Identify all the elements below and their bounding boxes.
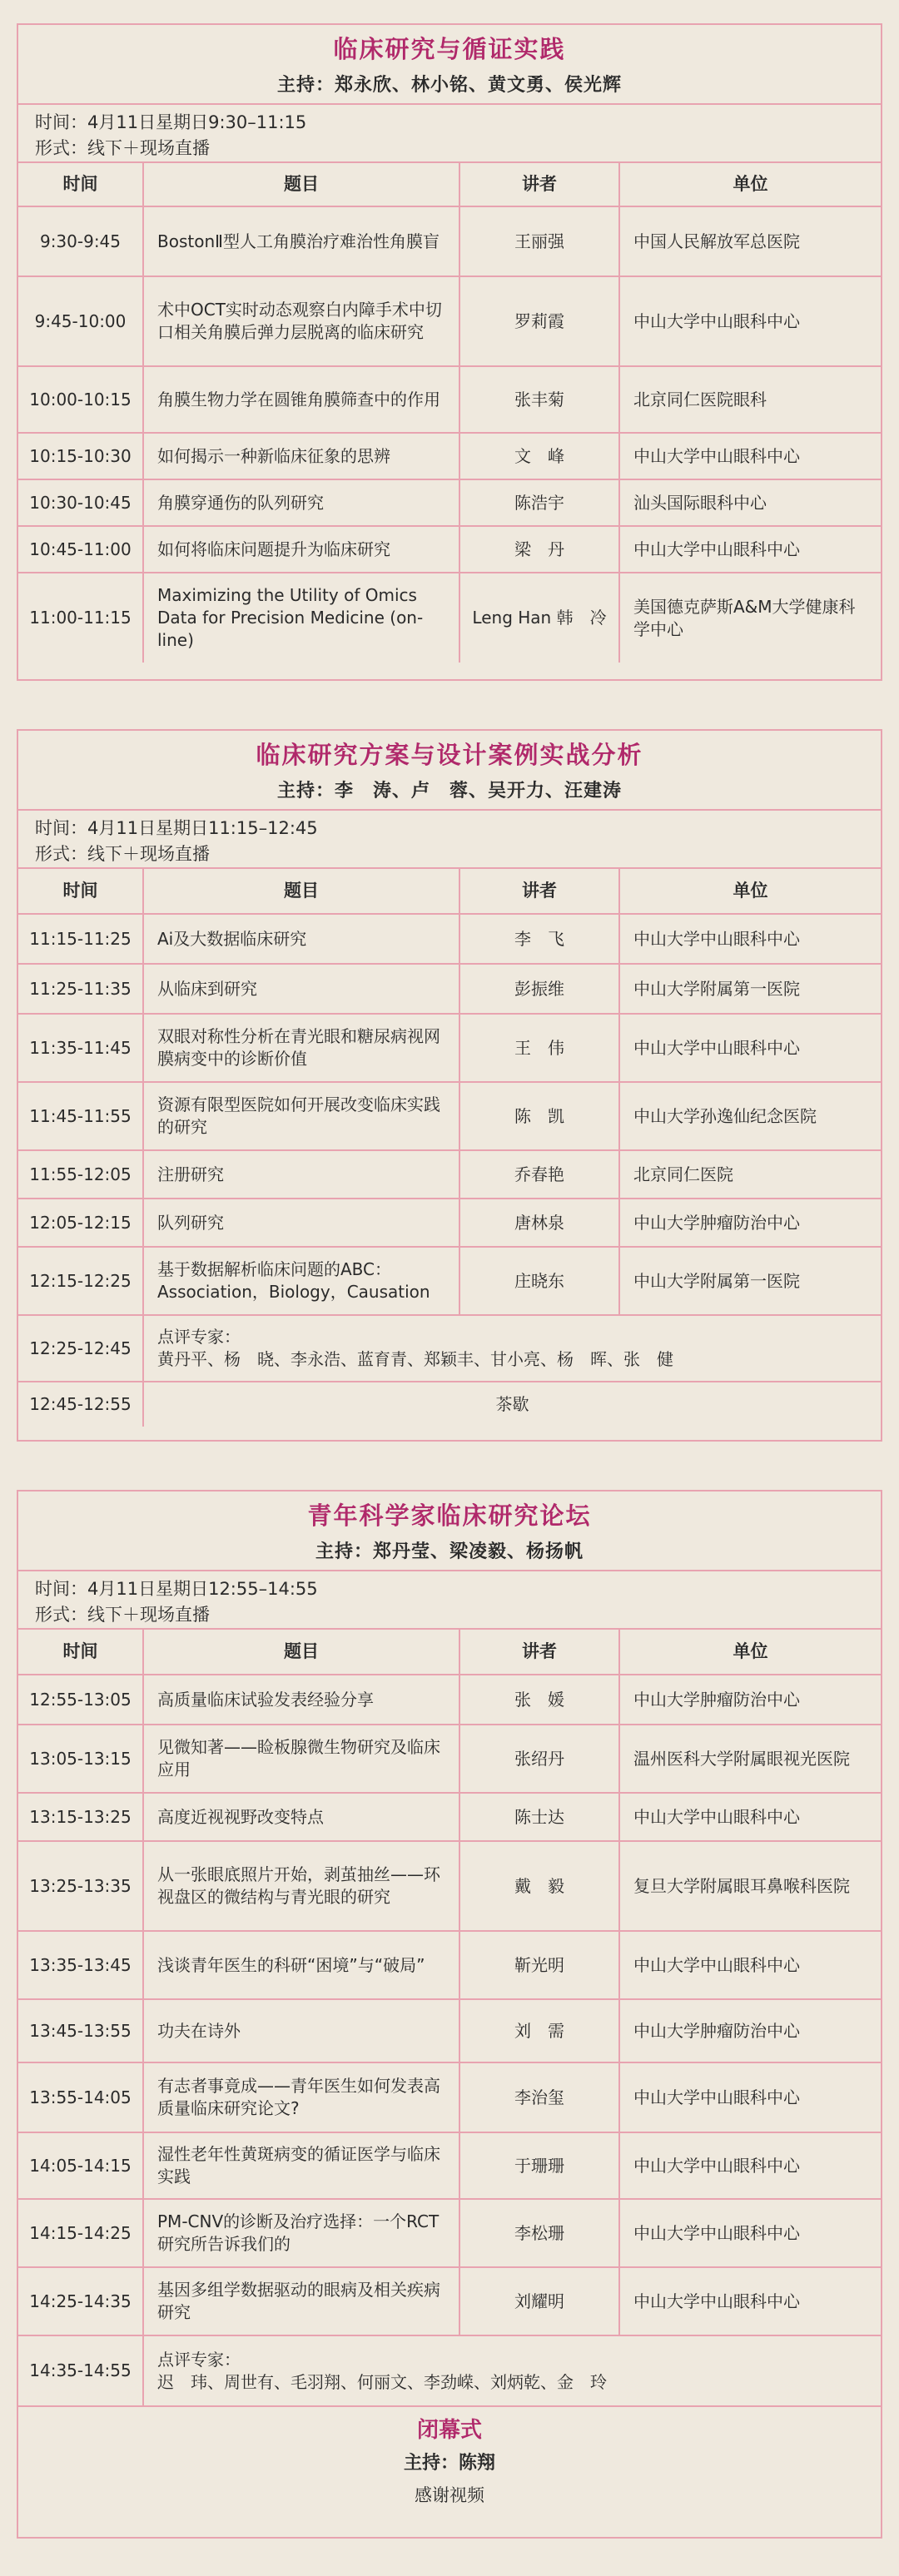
table-row: [18, 1793, 881, 1841]
row-time: 11:45-11:55: [18, 1082, 143, 1150]
row-time: 14:15-14:25: [18, 2199, 143, 2267]
table-row: [18, 573, 881, 663]
header-topic: 题目: [143, 869, 459, 914]
row-org: 中山大学中山眼科中心: [619, 1793, 881, 1841]
row-speaker: 庄晓东: [459, 1247, 619, 1315]
row-topic: 术中OCT实时动态观察白内障手术中切口相关角膜后弹力层脱离的临床研究: [143, 276, 459, 366]
closing-title: 闭幕式: [416, 2418, 482, 2443]
session-host: 主持：李 涛、卢 蓉、吴开力、汪建涛: [18, 776, 881, 811]
row-org: 中山大学中山眼科中心: [619, 1014, 881, 1082]
row-time: 12:45-12:55: [18, 1382, 143, 1427]
session-young-scientists: [17, 1490, 882, 2539]
row-time: 14:35-14:55: [18, 2335, 143, 2405]
row-time: 13:35-13:45: [18, 1931, 143, 1999]
session-info: [18, 105, 881, 163]
session-host: 主持：郑丹莹、梁凌毅、杨扬帆: [18, 1536, 881, 1571]
table-row: [18, 206, 881, 276]
table-row: [18, 2062, 881, 2132]
row-org: 中山大学中山眼科中心: [619, 433, 881, 479]
session-time: 时间：4月11日星期日11:15–12:45: [35, 818, 318, 838]
review-label: 点评专家：: [157, 1327, 241, 1347]
review-row: [18, 1315, 881, 1382]
row-org: 复旦大学附属眼耳鼻喉科医院: [619, 1841, 881, 1931]
row-time: 12:25-12:45: [18, 1315, 143, 1382]
row-time: 10:15-10:30: [18, 433, 143, 479]
row-time: 9:45-10:00: [18, 276, 143, 366]
session-time: 时间：4月11日星期日9:30–11:15: [35, 112, 307, 132]
row-speaker: 彭振维: [459, 964, 619, 1014]
review-experts: [143, 1315, 881, 1382]
row-speaker: 李 飞: [459, 914, 619, 964]
row-speaker: 张绍丹: [459, 1725, 619, 1793]
table-row: [18, 276, 881, 366]
table-row: [18, 1675, 881, 1725]
row-time: 11:00-11:15: [18, 573, 143, 663]
row-org: 中山大学中山眼科中心: [619, 914, 881, 964]
row-topic: 从临床到研究: [143, 964, 459, 1014]
row-time: 14:25-14:35: [18, 2267, 143, 2335]
row-topic: 高度近视视野改变特点: [143, 1793, 459, 1841]
row-org: 中山大学肿瘤防治中心: [619, 1675, 881, 1725]
table-row: [18, 2199, 881, 2267]
row-topic: 功夫在诗外: [143, 1999, 459, 2062]
row-org: 中山大学中山眼科中心: [619, 2062, 881, 2132]
row-speaker: 张 媛: [459, 1675, 619, 1725]
row-org: 中山大学中山眼科中心: [619, 276, 881, 366]
row-time: 12:05-12:15: [18, 1199, 143, 1247]
row-speaker: 靳光明: [459, 1931, 619, 1999]
session-research-design: [17, 729, 882, 1442]
header-time: 时间: [18, 163, 143, 206]
row-topic: 有志者事竟成——青年医生如何发表高质量临床研究论文?: [143, 2062, 459, 2132]
header-time: 时间: [18, 869, 143, 914]
row-org: 北京同仁医院: [619, 1150, 881, 1199]
row-time: 9:30-9:45: [18, 206, 143, 276]
row-time: 12:55-13:05: [18, 1675, 143, 1725]
row-org: 中山大学中山眼科中心: [619, 2199, 881, 2267]
header-topic: 题目: [143, 163, 459, 206]
session-time: 时间：4月11日星期日12:55–14:55: [35, 1579, 318, 1599]
table-row: [18, 2267, 881, 2335]
session-title: 临床研究方案与设计案例实战分析: [256, 741, 643, 769]
row-speaker: 罗莉霞: [459, 276, 619, 366]
review-row: [18, 2335, 881, 2405]
table-row: [18, 433, 881, 479]
row-time: 10:30-10:45: [18, 479, 143, 526]
row-speaker: 梁 丹: [459, 526, 619, 573]
row-org: 中山大学附属第一医院: [619, 1247, 881, 1315]
row-topic: Ai及大数据临床研究: [143, 914, 459, 964]
row-speaker: 唐林泉: [459, 1199, 619, 1247]
row-time: 10:00-10:15: [18, 366, 143, 433]
schedule-table: [18, 869, 881, 1427]
row-org: 中山大学中山眼科中心: [619, 2132, 881, 2199]
table-header-row: [18, 1630, 881, 1675]
row-topic: 如何揭示一种新临床征象的思辨: [143, 433, 459, 479]
header-speaker: 讲者: [459, 1630, 619, 1675]
header-org: 单位: [619, 1630, 881, 1675]
session-title: 临床研究与循证实践: [333, 35, 566, 63]
row-time: 11:35-11:45: [18, 1014, 143, 1082]
schedule-table: [18, 163, 881, 663]
row-time: 12:15-12:25: [18, 1247, 143, 1315]
row-topic: 双眼对称性分析在青光眼和糖尿病视网膜病变中的诊断价值: [143, 1014, 459, 1082]
row-org: 中山大学孙逸仙纪念医院: [619, 1082, 881, 1150]
table-header-row: [18, 163, 881, 206]
row-topic: 湿性老年性黄斑病变的循证医学与临床实践: [143, 2132, 459, 2199]
table-row: [18, 964, 881, 1014]
row-time: 14:05-14:15: [18, 2132, 143, 2199]
review-names: 迟 玮、周世有、毛羽翔、何丽文、李劲嵘、刘炳乾、金 玲: [157, 2371, 607, 2392]
table-row: [18, 1150, 881, 1199]
row-topic: 见微知著——睑板腺微生物研究及临床应用: [143, 1725, 459, 1793]
row-time: 13:45-13:55: [18, 1999, 143, 2062]
row-speaker: 于珊珊: [459, 2132, 619, 2199]
closing-host: 主持：陈翔: [403, 2453, 495, 2474]
tea-break: 茶歇: [143, 1382, 881, 1427]
row-time: 10:45-11:00: [18, 526, 143, 573]
table-row: [18, 1247, 881, 1315]
table-row: [18, 1199, 881, 1247]
row-speaker: 王丽强: [459, 206, 619, 276]
closing-video: 感谢视频: [415, 2485, 484, 2505]
header-org: 单位: [619, 163, 881, 206]
row-speaker: 乔春艳: [459, 1150, 619, 1199]
table-row: [18, 1082, 881, 1150]
review-names: 黄丹平、杨 晓、李永浩、蓝育青、郑颖丰、甘小亮、杨 晖、张 健: [157, 1349, 673, 1369]
session-info: [18, 811, 881, 869]
row-time: 13:55-14:05: [18, 2062, 143, 2132]
session-clinical-research: [17, 23, 882, 681]
session-title: 青年科学家临床研究论坛: [307, 1501, 592, 1530]
row-speaker: 李治玺: [459, 2062, 619, 2132]
session-format: 形式：线下＋现场直播: [35, 138, 210, 158]
row-org: 美国德克萨斯A&M大学健康科学中心: [619, 573, 881, 663]
table-row: [18, 479, 881, 526]
row-speaker: 刘耀明: [459, 2267, 619, 2335]
row-topic: 浅谈青年医生的科研“困境”与“破局”: [143, 1931, 459, 1999]
header-time: 时间: [18, 1630, 143, 1675]
header-speaker: 讲者: [459, 163, 619, 206]
table-row: [18, 1014, 881, 1082]
row-topic: 基于数据解析临床问题的ABC：Association，Biology，Causation: [143, 1247, 459, 1315]
row-time: 13:15-13:25: [18, 1793, 143, 1841]
closing-ceremony: [18, 2405, 881, 2512]
table-row: [18, 1999, 881, 2062]
row-topic: 高质量临床试验发表经验分享: [143, 1675, 459, 1725]
session-host: 主持：郑永欣、林小铭、黄文勇、侯光辉: [18, 70, 881, 105]
row-org: 中山大学中山眼科中心: [619, 1931, 881, 1999]
row-topic: PM-CNV的诊断及治疗选择：一个RCT研究所告诉我们的: [143, 2199, 459, 2267]
table-row: [18, 914, 881, 964]
row-speaker: 陈 凯: [459, 1082, 619, 1150]
table-row: [18, 1931, 881, 1999]
row-topic: BostonⅡ型人工角膜治疗难治性角膜盲: [143, 206, 459, 276]
row-topic: 角膜生物力学在圆锥角膜筛查中的作用: [143, 366, 459, 433]
row-org: 中山大学中山眼科中心: [619, 2267, 881, 2335]
row-topic: 基因多组学数据驱动的眼病及相关疾病研究: [143, 2267, 459, 2335]
row-topic: 注册研究: [143, 1150, 459, 1199]
row-topic: 从一张眼底照片开始，剥茧抽丝——环视盘区的微结构与青光眼的研究: [143, 1841, 459, 1931]
row-org: 中国人民解放军总医院: [619, 206, 881, 276]
row-speaker: 戴 毅: [459, 1841, 619, 1931]
header-org: 单位: [619, 869, 881, 914]
table-row: [18, 526, 881, 573]
review-experts: [143, 2335, 881, 2405]
table-row: [18, 1725, 881, 1793]
session-info: [18, 1571, 881, 1630]
header-speaker: 讲者: [459, 869, 619, 914]
schedule-table: [18, 1630, 881, 2405]
row-time: 13:05-13:15: [18, 1725, 143, 1793]
row-speaker: 张丰菊: [459, 366, 619, 433]
row-org: 中山大学肿瘤防治中心: [619, 1999, 881, 2062]
row-time: 11:55-12:05: [18, 1150, 143, 1199]
row-topic: Maximizing the Utility of Omics Data for Precision Medicine (on-line): [143, 573, 459, 663]
row-speaker: 李松珊: [459, 2199, 619, 2267]
row-time: 11:15-11:25: [18, 914, 143, 964]
row-org: 汕头国际眼科中心: [619, 479, 881, 526]
table-row: [18, 1841, 881, 1931]
row-speaker: 陈浩宇: [459, 479, 619, 526]
session-format: 形式：线下＋现场直播: [35, 1605, 210, 1625]
row-speaker: 王 伟: [459, 1014, 619, 1082]
session-format: 形式：线下＋现场直播: [35, 844, 210, 864]
table-row: [18, 2132, 881, 2199]
review-label: 点评专家：: [157, 2349, 241, 2370]
row-time: 11:25-11:35: [18, 964, 143, 1014]
row-topic: 队列研究: [143, 1199, 459, 1247]
row-time: 13:25-13:35: [18, 1841, 143, 1931]
table-row: [18, 366, 881, 433]
table-header-row: [18, 869, 881, 914]
row-org: 中山大学附属第一医院: [619, 964, 881, 1014]
row-speaker: 刘 需: [459, 1999, 619, 2062]
row-topic: 角膜穿通伤的队列研究: [143, 479, 459, 526]
row-org: 中山大学中山眼科中心: [619, 526, 881, 573]
break-row: [18, 1382, 881, 1427]
row-org: 中山大学肿瘤防治中心: [619, 1199, 881, 1247]
row-org: 北京同仁医院眼科: [619, 366, 881, 433]
row-org: 温州医科大学附属眼视光医院: [619, 1725, 881, 1793]
header-topic: 题目: [143, 1630, 459, 1675]
row-topic: 如何将临床问题提升为临床研究: [143, 526, 459, 573]
row-speaker: 陈士达: [459, 1793, 619, 1841]
row-speaker: 文 峰: [459, 433, 619, 479]
row-speaker: Leng Han 韩 冷: [459, 573, 619, 663]
row-topic: 资源有限型医院如何开展改变临床实践的研究: [143, 1082, 459, 1150]
